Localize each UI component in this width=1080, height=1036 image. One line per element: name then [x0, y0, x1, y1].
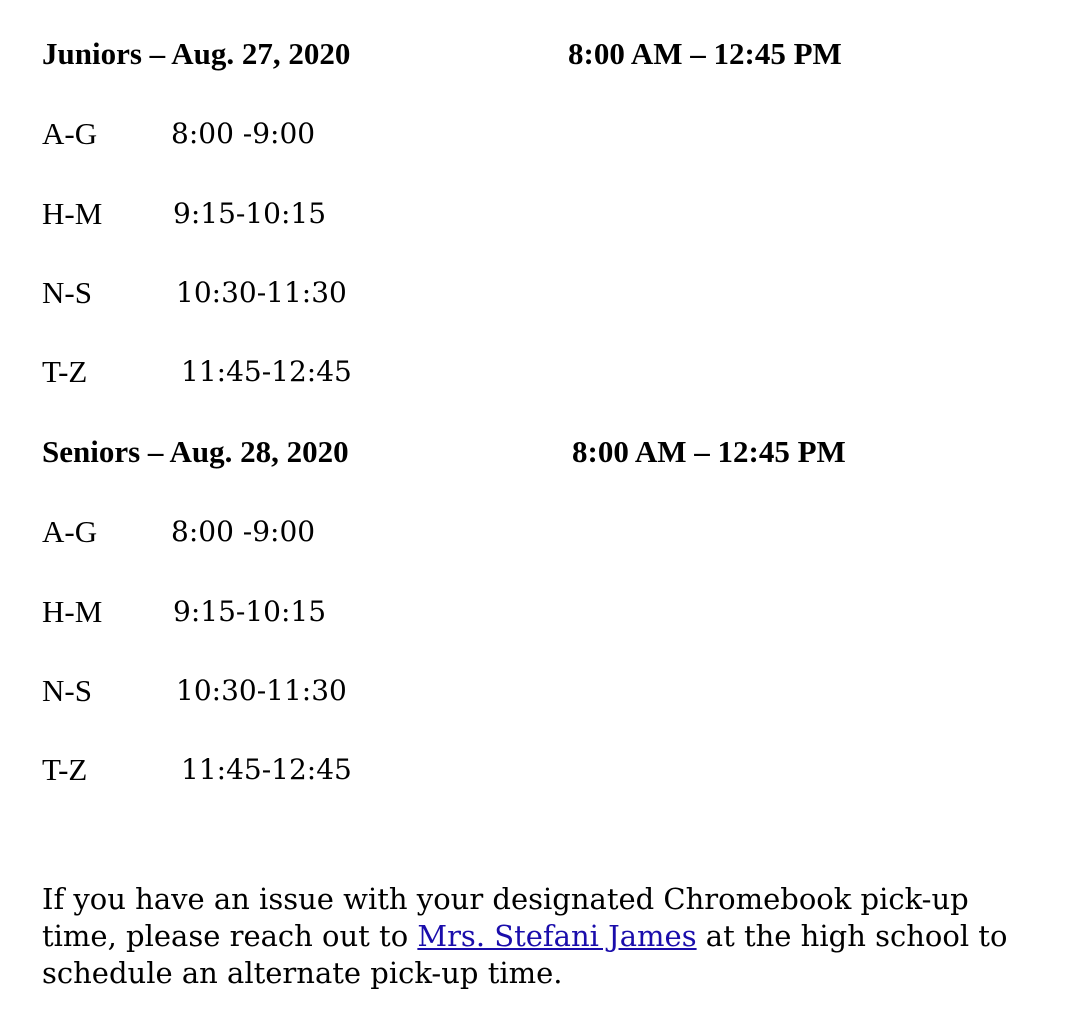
juniors-hours: 8:00 AM – 12:45 PM: [568, 36, 842, 71]
time-slot: 9:15-10:15: [173, 595, 327, 628]
seniors-row-n-s: [42, 671, 642, 711]
time-slot: 10:30-11:30: [176, 674, 347, 707]
note-text-after: at the high school to schedule an alternate pick-up time.: [42, 919, 1008, 990]
contact-link[interactable]: Mrs. Stefani James: [417, 919, 697, 953]
time-slot: 10:30-11:30: [176, 276, 347, 309]
note-text-before: If you have an issue with your designated Chromebook pick-up time, please reach out to: [42, 882, 969, 953]
juniors-heading: Juniors – Aug. 27, 2020: [42, 36, 351, 71]
letter-range: N-S: [42, 275, 92, 310]
contact-note: [42, 881, 1042, 992]
seniors-row-a-g: [42, 512, 642, 552]
letter-range: H-M: [42, 594, 103, 629]
time-slot: 8:00 -9:00: [171, 515, 316, 548]
letter-range: T-Z: [42, 354, 88, 389]
seniors-row-t-z: [42, 750, 642, 790]
seniors-row-h-m: [42, 592, 642, 632]
juniors-row-a-g: [42, 114, 642, 154]
time-slot: 11:45-12:45: [181, 355, 352, 388]
time-slot: 11:45-12:45: [181, 753, 352, 786]
letter-range: H-M: [42, 196, 103, 231]
seniors-hours: 8:00 AM – 12:45 PM: [572, 434, 846, 469]
letter-range: T-Z: [42, 752, 88, 787]
letter-range: N-S: [42, 673, 92, 708]
time-slot: 8:00 -9:00: [171, 117, 316, 150]
juniors-row-n-s: [42, 273, 642, 313]
letter-range: A-G: [42, 116, 98, 151]
time-slot: 9:15-10:15: [173, 197, 327, 230]
seniors-heading: Seniors – Aug. 28, 2020: [42, 434, 349, 469]
juniors-row-t-z: [42, 352, 642, 392]
juniors-row-h-m: [42, 194, 642, 234]
letter-range: A-G: [42, 514, 98, 549]
